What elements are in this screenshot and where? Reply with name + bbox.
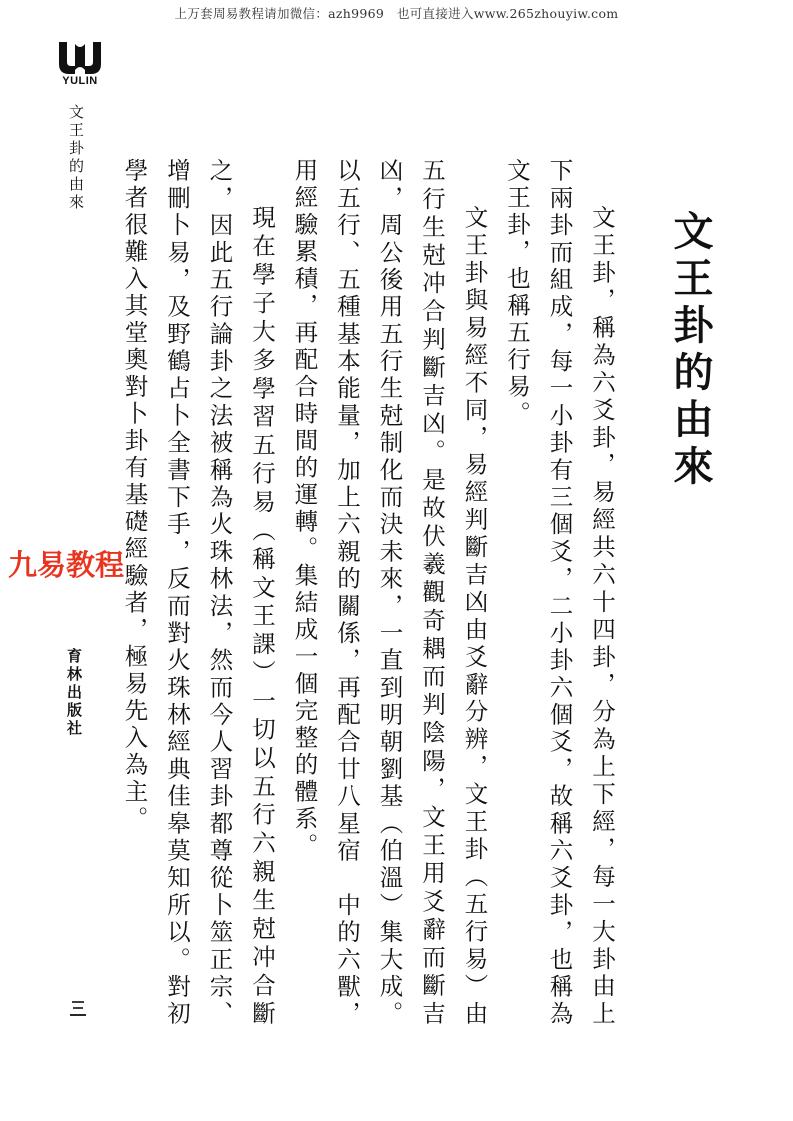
running-title: 文王卦的由來 (67, 104, 85, 212)
logo-text: YULIN (62, 75, 98, 87)
chapter-title: 文王卦的由來 (667, 210, 713, 492)
publisher-logo (55, 40, 105, 92)
yulin-logo-icon (55, 40, 105, 76)
header-note: 上万套周易教程请加微信：azh9969 也可直接进入www.265zhouyiw.com (174, 6, 619, 21)
paragraph-3: 現在學子大多學習五行易（稱文王課）一切以五行六親生尅冲合斷之，因此五行論卦之法被稱為火珠林法，然而今人習卦都尊從卜筮正宗、增刪卜易，及野鶴占卜全書下手，反而對火珠林經典佳皋莫知所以。對初學者很難入其堂奧對卜卦有基礎經驗者，極易先入為主。 (120, 158, 276, 1028)
publisher-name: 育林出版社 (65, 648, 83, 738)
paragraph-1: 文王卦，稱為六爻卦，易經共六十四卦，分為上下經，每一大卦由上下兩卦而組成，每一小卦有三個爻，二小卦六個爻，故稱六爻卦，也稱為文王卦，也稱五行易。 (503, 158, 616, 1028)
page-number (68, 998, 88, 1018)
paragraph-2: 文王卦與易經不同，易經判斷吉凶由爻辭分辨，文王卦（五行易）由五行生尅冲合判斷吉凶。是故伏羲觀奇耦而判陰陽，文王用爻辭而斷吉凶，周公後用五行生尅制化而決未來，一直到明朝劉基（伯溫）集大成。以五行、五種基本能量，加上六親的關係，再配合廿八星宿 中的六獸，用經驗累積，再配合時間的運轉。集結成一個完整的體系。 (290, 158, 489, 1028)
body-text (113, 158, 623, 1028)
page-number-glyph (68, 998, 88, 1018)
watermark: 九易教程 (8, 548, 125, 582)
